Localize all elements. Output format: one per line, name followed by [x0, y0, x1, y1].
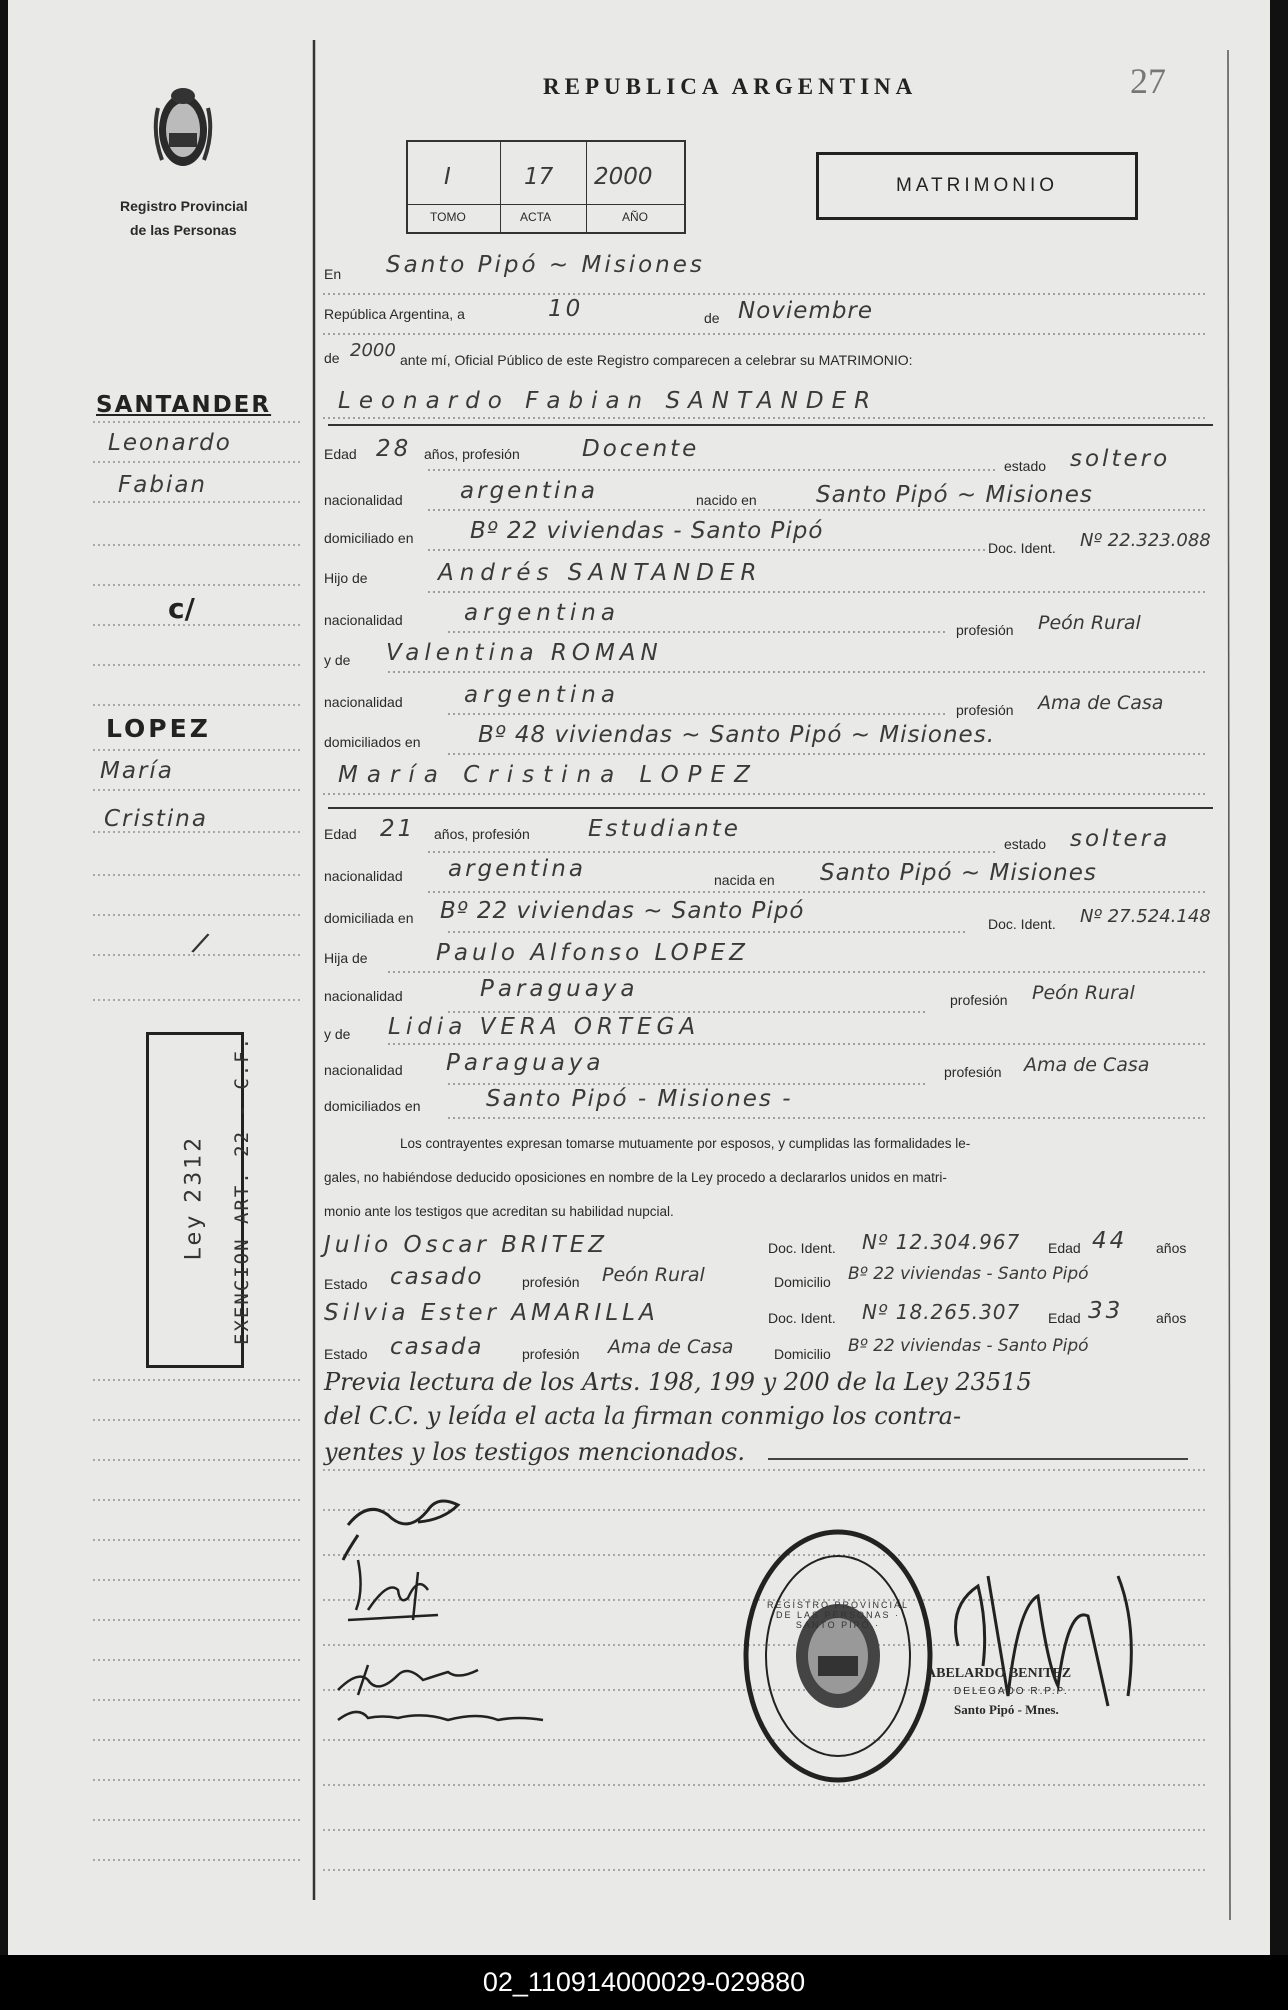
witness1-estado: casado [390, 1264, 484, 1290]
label-estado: estado [1004, 458, 1047, 474]
groom-doc: Nº 22.323.088 [1080, 530, 1211, 551]
label-domiciliados: domiciliados en [324, 1098, 421, 1114]
place-value: Santo Pipó ~ Misiones [386, 252, 705, 278]
label-nacida-en: nacida en [714, 872, 775, 888]
groom-father-profession: Peón Rural [1038, 612, 1141, 634]
margin-groom-name2: Fabian [118, 472, 207, 498]
margin-bride-name1: María [100, 758, 174, 784]
label-profesion: profesión [944, 1064, 1002, 1080]
witness1-doc: Nº 12.304.967 [862, 1230, 1021, 1254]
closing-line2: del C.C. y leída el acta la firman conmigo los contra- [324, 1402, 962, 1430]
coat-of-arms-icon [150, 78, 216, 178]
label-estado: estado [1004, 836, 1047, 852]
exemption-stamp [146, 1032, 253, 1368]
witness1-name: Julio Oscar BRITEZ [324, 1232, 608, 1258]
label-profesion: profesión [522, 1346, 580, 1362]
witness2-name: Silvia Ester AMARILLA [324, 1300, 659, 1326]
bride-nationality: argentina [448, 856, 586, 882]
anio-label: AÑO [622, 210, 649, 224]
anio-value: 2000 [594, 164, 653, 190]
registry-line1: Registro Provincial [120, 198, 248, 214]
label-domicilio: Domicilio [774, 1274, 831, 1290]
bride-domicile: Bº 22 viviendas ~ Santo Pipó [440, 898, 805, 924]
label-anos: años [1156, 1310, 1187, 1326]
label-profesion: profesión [522, 1274, 580, 1290]
bride-mother-nationality: Paraguaya [446, 1050, 605, 1076]
bride-mother-profession: Ama de Casa [1024, 1054, 1150, 1076]
groom-age: 28 [376, 436, 412, 462]
label-domiciliada: domiciliada en [324, 910, 414, 926]
day-value: 10 [548, 296, 584, 322]
label-anos-profesion: años, profesión [434, 826, 530, 842]
label-doc-ident: Doc. Ident. [768, 1310, 836, 1326]
seal-text: REGISTRO PROVINCIAL DE LAS PERSONAS · SANTO PIPÓ · [766, 1600, 910, 1630]
witness1-profession: Peón Rural [602, 1264, 705, 1286]
groom-mother-nationality: argentina [464, 682, 620, 708]
groom-father-nationality: argentina [464, 600, 620, 626]
intro-text: ante mí, Oficial Público de este Registro comparecen a celebrar su MATRIMONIO: [400, 352, 913, 368]
officer-name: ABELARDO BENITEZ [926, 1666, 1072, 1681]
label-doc-ident: Doc. Ident. [988, 916, 1056, 932]
label-edad: Edad [1048, 1310, 1081, 1326]
label-domicilio: Domicilio [774, 1346, 831, 1362]
label-domiciliado: domiciliado en [324, 530, 414, 546]
groom-mother-profession: Ama de Casa [1038, 692, 1164, 714]
label-edad: Edad [324, 826, 357, 842]
groom-mother: Valentina ROMAN [386, 640, 663, 666]
label-nacido-en: nacido en [696, 492, 757, 508]
bride-father: Paulo Alfonso LOPEZ [436, 940, 749, 966]
acta-value: 17 [524, 164, 554, 190]
groom-estado: soltero [1070, 446, 1171, 472]
declaration-line2: gales, no habiéndose deducido oposiciones en nombre de la Ley procedo a declararlos unidos en matri- [324, 1170, 947, 1185]
groom-domicile: Bº 22 viviendas - Santo Pipó [470, 518, 824, 544]
label-en: En [324, 266, 342, 282]
stamp-exemption: EXENCION ART. 22 - C.F. [231, 1035, 253, 1345]
witness2-profession: Ama de Casa [608, 1336, 734, 1358]
bride-estado: soltera [1070, 826, 1171, 852]
year-value: 2000 [350, 340, 396, 361]
label-profesion: profesión [956, 702, 1014, 718]
label-hija-de: Hija de [324, 950, 368, 966]
official-seal-icon [740, 1526, 936, 1786]
bride-full-name: María Cristina LOPEZ [338, 762, 759, 788]
register-id-box [406, 140, 686, 234]
margin-mark: / [189, 925, 212, 960]
label-hijo-de: Hijo de [324, 570, 368, 586]
label-profesion: profesión [950, 992, 1008, 1008]
acta-label: ACTA [520, 210, 552, 224]
closing-line3: yentes y los testigos mencionados. [324, 1438, 746, 1466]
label-nacionalidad: nacionalidad [324, 612, 403, 628]
label-estado: Estado [324, 1346, 368, 1362]
label-profesion: profesión [956, 622, 1014, 638]
label-edad: Edad [324, 446, 357, 462]
bride-father-profession: Peón Rural [1032, 982, 1135, 1004]
margin-conj: c/ [168, 592, 195, 625]
groom-profession: Docente [582, 436, 700, 462]
officer-title: DELEGADO R.P.P. [954, 1686, 1069, 1697]
bride-father-nationality: Paraguaya [480, 976, 639, 1002]
margin-bride-surname: LOPEZ [106, 714, 211, 743]
bride-parents-domicile: Santo Pipó - Misiones - [486, 1086, 793, 1112]
document-page [8, 0, 1270, 1955]
groom-full-name: Leonardo Fabian SANTANDER [338, 388, 879, 414]
label-edad: Edad [1048, 1240, 1081, 1256]
label-nacionalidad: nacionalidad [324, 694, 403, 710]
margin-groom-name1: Leonardo [108, 430, 232, 456]
footer-caption: 02_110914000029-029880 [0, 1955, 1288, 2010]
groom-nationality: argentina [460, 478, 598, 504]
signatures [328, 1480, 648, 1760]
act-type-box: MATRIMONIO [816, 152, 1138, 220]
month-value: Noviembre [738, 298, 874, 324]
registry-line2: de las Personas [130, 222, 237, 238]
declaration-line1: Los contrayentes expresan tomarse mutuamente por esposos, y cumplidas las formalidades le- [400, 1136, 971, 1151]
bride-birthplace: Santo Pipó ~ Misiones [820, 860, 1097, 886]
label-doc-ident: Doc. Ident. [768, 1240, 836, 1256]
margin-bride-name2: Cristina [104, 806, 208, 832]
label-de: de [704, 310, 720, 326]
label-republica: República Argentina, a [324, 306, 465, 322]
label-y-de: y de [324, 1026, 351, 1042]
witness2-estado: casada [390, 1334, 484, 1360]
label-doc-ident: Doc. Ident. [988, 540, 1056, 556]
witness2-domicile: Bº 22 viviendas - Santo Pipó [848, 1336, 1089, 1356]
witness2-doc: Nº 18.265.307 [862, 1300, 1021, 1324]
groom-birthplace: Santo Pipó ~ Misiones [816, 482, 1093, 508]
bride-mother: Lidia VERA ORTEGA [388, 1014, 701, 1040]
page-number: 27 [1130, 61, 1166, 101]
page-title: REPUBLICA ARGENTINA [543, 74, 918, 99]
officer-place: Santo Pipó - Mnes. [954, 1702, 1059, 1717]
witness1-domicile: Bº 22 viviendas - Santo Pipó [848, 1264, 1089, 1284]
closing-dash [768, 1458, 1188, 1460]
stamp-law: Ley 2312 [181, 1134, 207, 1261]
groom-father: Andrés SANTANDER [438, 560, 763, 586]
witness2-age: 33 [1088, 1298, 1124, 1324]
label-nacionalidad: nacionalidad [324, 868, 403, 884]
label-year-prefix: de [324, 350, 340, 366]
declaration-line3: monio ante los testigos que acreditan su habilidad nupcial. [324, 1204, 674, 1219]
label-y-de: y de [324, 652, 351, 668]
bride-age: 21 [380, 816, 416, 842]
label-nacionalidad: nacionalidad [324, 492, 403, 508]
bride-profession: Estudiante [588, 816, 741, 842]
label-estado: Estado [324, 1276, 368, 1292]
label-anos: años [1156, 1240, 1187, 1256]
groom-parents-domicile: Bº 48 viviendas ~ Santo Pipó ~ Misiones. [478, 722, 996, 748]
label-nacionalidad: nacionalidad [324, 1062, 403, 1078]
margin-groom-surname: SANTANDER [96, 392, 272, 418]
tomo-value: I [444, 164, 451, 190]
tomo-label: TOMO [430, 210, 466, 224]
witness1-age: 44 [1092, 1228, 1128, 1254]
closing-line1: Previa lectura de los Arts. 198, 199 y 200 de la Ley 23515 [324, 1368, 1032, 1396]
label-nacionalidad: nacionalidad [324, 988, 403, 1004]
bride-doc: Nº 27.524.148 [1080, 906, 1211, 927]
label-domiciliados: domiciliados en [324, 734, 421, 750]
label-anos-profesion: años, profesión [424, 446, 520, 462]
